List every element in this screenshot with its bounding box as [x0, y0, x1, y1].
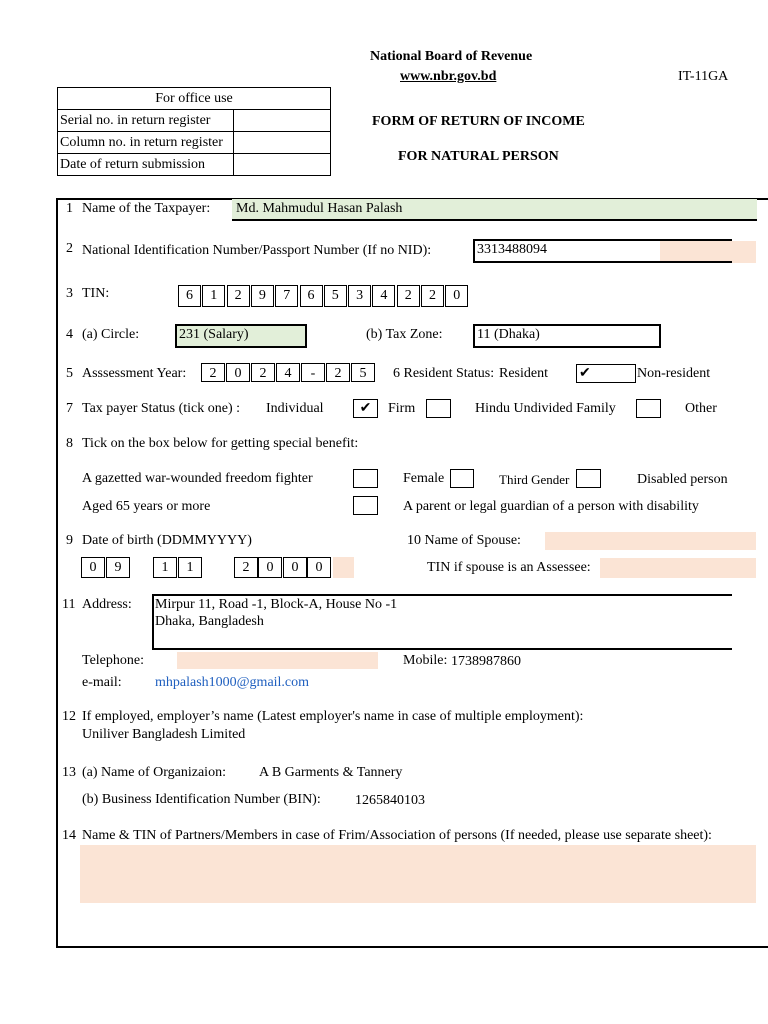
dob-extra-field[interactable]: [333, 557, 354, 578]
taxpayer-status-label: Tax payer Status (tick one) :: [82, 401, 241, 416]
partners-label: Name & TIN of Partners/Members in case of Frim/Association of persons (If needed, please use separate sheet):: [82, 828, 712, 843]
tin-digit-cell[interactable]: 6: [300, 285, 323, 307]
bin-label: (b) Business Identification Number (BIN):: [82, 792, 321, 807]
mobile-value[interactable]: 1738987860: [451, 654, 521, 669]
guardian-label: A parent or legal guardian of a person with disability: [403, 499, 699, 514]
individual-checkbox[interactable]: ✔: [353, 399, 378, 418]
taxpayer-name-field[interactable]: Md. Mahmudul Hasan Palash: [232, 199, 757, 221]
freedom-fighter-checkbox[interactable]: [353, 469, 378, 488]
third-gender-label: Third Gender: [499, 472, 570, 487]
field-number: 1: [66, 201, 73, 216]
dob-year-cell[interactable]: 0: [307, 557, 331, 578]
other-label: Other: [685, 401, 717, 416]
field-number: 2: [66, 241, 73, 256]
dob-day-cell[interactable]: 9: [106, 557, 130, 578]
field-number: 11: [62, 597, 76, 612]
website-link[interactable]: www.nbr.gov.bd: [400, 69, 497, 84]
partners-field[interactable]: [80, 845, 756, 903]
address-line: Mirpur 11, Road -1, Block-A, House No -1: [155, 597, 398, 612]
tin-digit-cell[interactable]: 2: [421, 285, 444, 307]
special-benefit-label: Tick on the box below for getting special benefit:: [82, 436, 359, 451]
year-digit-cell[interactable]: 4: [276, 363, 300, 382]
office-row-label: Date of return submission: [58, 154, 234, 176]
resident-checkbox[interactable]: ✔: [576, 364, 636, 383]
field-number: 7: [66, 401, 73, 416]
office-row-value[interactable]: [234, 154, 331, 176]
huf-label: Hindu Undivided Family: [475, 401, 616, 416]
mobile-label: Mobile:: [403, 653, 448, 668]
huf-checkbox[interactable]: [636, 399, 661, 418]
resident-label: Resident: [499, 366, 548, 381]
spouse-name-label: 10 Name of Spouse:: [407, 533, 521, 548]
dob-year-cell[interactable]: 2: [234, 557, 258, 578]
aged-label: Aged 65 years or more: [82, 499, 211, 514]
circle-field[interactable]: 231 (Salary): [175, 324, 307, 348]
tin-digit-cell[interactable]: 9: [251, 285, 274, 307]
spouse-name-field[interactable]: [545, 532, 756, 550]
form-title: FORM OF RETURN OF INCOME: [372, 114, 585, 129]
form-subtitle: FOR NATURAL PERSON: [398, 149, 559, 164]
field-number: 8: [66, 436, 73, 451]
dob-label: Date of birth (DDMMYYYY): [82, 533, 252, 548]
year-digit-cell[interactable]: 2: [326, 363, 350, 382]
aged-checkbox[interactable]: [353, 496, 378, 515]
employer-label: If employed, employer’s name (Latest employer's name in case of multiple employment):: [82, 709, 584, 724]
freedom-fighter-label: A gazetted war-wounded freedom fighter: [82, 471, 313, 486]
field-number: 14: [62, 828, 76, 843]
field-number: 9: [66, 533, 73, 548]
nid-label: National Identification Number/Passport Number (If no NID):: [82, 243, 432, 258]
tin-digit-cell[interactable]: 6: [178, 285, 201, 307]
nid-field[interactable]: 3313488094: [473, 239, 732, 263]
firm-checkbox[interactable]: [426, 399, 451, 418]
board-name: National Board of Revenue: [370, 49, 533, 64]
dob-day-cell[interactable]: 0: [81, 557, 105, 578]
tin-digit-cell[interactable]: 4: [372, 285, 395, 307]
office-use-title: For office use: [58, 88, 331, 110]
telephone-label: Telephone:: [82, 653, 144, 668]
office-use-table: [57, 87, 331, 176]
assessment-year-label: Asssessment Year:: [82, 366, 187, 381]
address-label: Address:: [82, 597, 132, 612]
firm-label: Firm: [388, 401, 416, 416]
female-label: Female: [403, 471, 445, 486]
field-number: 13: [62, 765, 76, 780]
address-field[interactable]: [152, 594, 732, 650]
bin-value[interactable]: 1265840103: [355, 793, 425, 808]
spouse-tin-field[interactable]: [600, 558, 756, 578]
field-number: 5: [66, 366, 73, 381]
telephone-field[interactable]: [177, 652, 378, 669]
tin-digit-cell[interactable]: 5: [324, 285, 347, 307]
individual-label: Individual: [266, 401, 324, 416]
address-line: Dhaka, Bangladesh: [155, 614, 264, 629]
office-row-label: Column no. in return register: [58, 132, 234, 154]
field-number: 12: [62, 709, 76, 724]
office-row-value[interactable]: [234, 110, 331, 132]
female-checkbox[interactable]: [450, 469, 474, 488]
taxpayer-name-label: Name of the Taxpayer:: [82, 201, 211, 216]
dob-month-cell[interactable]: 1: [178, 557, 202, 578]
tin-digit-cell[interactable]: 2: [227, 285, 250, 307]
year-digit-cell[interactable]: -: [301, 363, 325, 382]
taxzone-field[interactable]: 11 (Dhaka): [473, 324, 661, 348]
tin-digit-cell[interactable]: 2: [397, 285, 420, 307]
circle-label: (a) Circle:: [82, 327, 140, 342]
resident-status-label: 6 Resident Status:: [393, 366, 495, 381]
tin-digit-cell[interactable]: 7: [275, 285, 298, 307]
tin-digit-cell[interactable]: 0: [445, 285, 468, 307]
tin-label: TIN:: [82, 286, 110, 301]
dob-month-cell[interactable]: 1: [153, 557, 177, 578]
office-row-value[interactable]: [234, 132, 331, 154]
email-label: e-mail:: [82, 675, 122, 690]
third-gender-checkbox[interactable]: [576, 469, 601, 488]
organization-label: (a) Name of Organizaion:: [82, 765, 226, 780]
dob-year-cell[interactable]: 0: [258, 557, 282, 578]
year-digit-cell[interactable]: 2: [201, 363, 225, 382]
year-digit-cell[interactable]: 0: [226, 363, 250, 382]
office-row-label: Serial no. in return register: [58, 110, 234, 132]
year-digit-cell[interactable]: 2: [251, 363, 275, 382]
spouse-tin-label: TIN if spouse is an Assessee:: [427, 560, 591, 575]
year-digit-cell[interactable]: 5: [351, 363, 375, 382]
field-number: 4: [66, 327, 73, 342]
employer-value[interactable]: Uniliver Bangladesh Limited: [82, 727, 246, 742]
disabled-person-label: Disabled person: [637, 472, 728, 487]
taxzone-label: (b) Tax Zone:: [366, 327, 443, 342]
field-number: 3: [66, 286, 73, 301]
nonresident-label: Non-resident: [637, 366, 711, 381]
dob-year-cell[interactable]: 0: [283, 557, 307, 578]
tin-digit-cell[interactable]: 1: [202, 285, 225, 307]
email-link[interactable]: mhpalash1000@gmail.com: [155, 675, 310, 690]
form-code: IT-11GA: [678, 69, 729, 84]
tin-digit-cell[interactable]: 3: [348, 285, 371, 307]
organization-value[interactable]: A B Garments & Tannery: [259, 765, 403, 780]
